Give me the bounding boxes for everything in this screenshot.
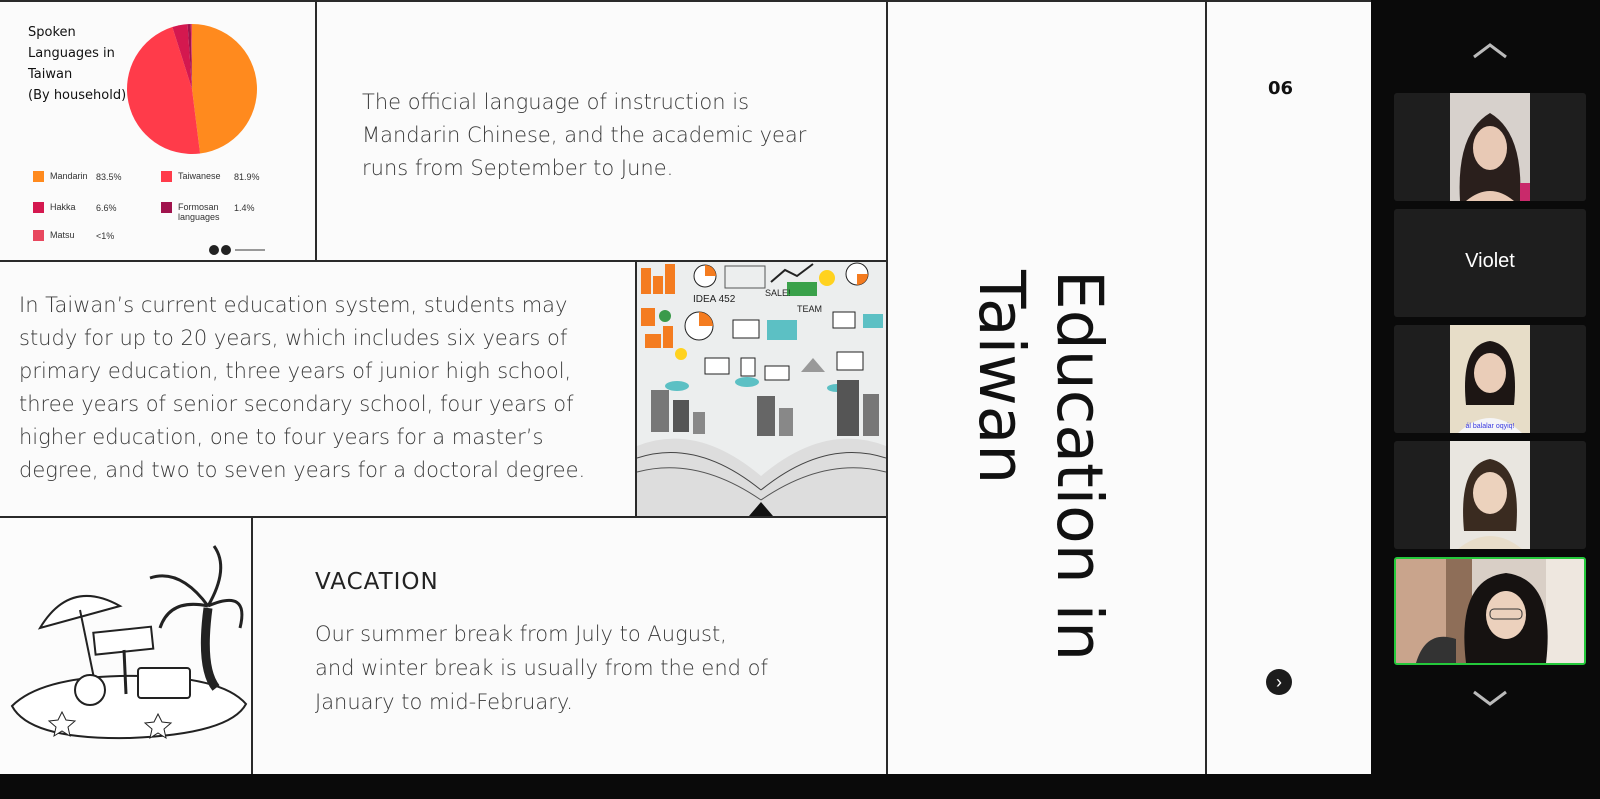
bottom-bar (0, 774, 1371, 799)
participant-video (1450, 441, 1530, 549)
chevron-right-icon: › (1276, 671, 1282, 692)
participant-tile[interactable] (1394, 93, 1586, 201)
legend-item-hakka: Hakka (33, 202, 76, 213)
divider (315, 0, 317, 260)
participant-tile[interactable] (1394, 325, 1586, 433)
participant-video (1450, 325, 1530, 433)
participants-panel (1371, 0, 1600, 799)
next-slide-button[interactable] (1266, 669, 1292, 695)
source-logo-icon (208, 244, 268, 256)
participant-video (1396, 559, 1584, 663)
slide-top-border (0, 0, 1371, 2)
participant-caption: ál balalar oqyiq! (1465, 423, 1515, 430)
divider (886, 0, 888, 774)
legend-value: 81.9% (234, 172, 260, 182)
beach-illustration-image (0, 518, 251, 774)
chevron-down-icon[interactable] (1470, 688, 1510, 708)
vacation-text: Our summer break from July to August, and winter break is usually from the end of January to mid-February. (315, 622, 768, 714)
chevron-up-icon[interactable] (1470, 41, 1510, 61)
language-pie-chart (126, 23, 258, 155)
page-number: 06 (1268, 78, 1294, 99)
legend-item-matsu: Matsu (33, 230, 75, 241)
legend-value: 6.6% (96, 203, 117, 213)
education-system-text: In Taiwan’s current education system, students may study for up to 20 years, which includes six years of primary education, three years of junior high school, three years of senior secondary school, four years of higher education, one to four years for a master’s degree, and two to seven years for a doctoral degree. (19, 293, 586, 482)
participant-video (1450, 93, 1530, 201)
svg-text:IDEA 452: IDEA 452 (693, 294, 736, 305)
participant-tile-active-speaker[interactable] (1394, 557, 1586, 665)
participant-name: Violet (1465, 250, 1515, 272)
svg-text:SALE!: SALE! (765, 288, 791, 298)
legend-value: <1% (96, 231, 115, 241)
participant-tile[interactable] (1394, 209, 1586, 317)
chart-title: Spoken Languages in Taiwan (By household) (28, 25, 127, 103)
legend-item-formosan: Formosan languages (161, 202, 231, 222)
divider (251, 516, 253, 774)
slide-title: Education in Taiwan (965, 270, 1116, 662)
legend-item-taiwanese: Taiwanese (161, 171, 221, 182)
svg-text:TEAM: TEAM (797, 304, 823, 314)
legend-item-mandarin: Mandarin (33, 171, 88, 182)
education-illustration-image (637, 262, 886, 516)
pie-slice-mandarin (192, 24, 257, 153)
legend-value: 83.5% (96, 172, 122, 182)
participant-tile[interactable] (1394, 441, 1586, 549)
instruction-language-text: The official language of instruction is Mandarin Chinese, and the academic year runs from September to June. (362, 90, 807, 180)
legend-value: 1.4% (234, 203, 255, 213)
vacation-heading: VACATION (315, 569, 439, 595)
divider (1205, 0, 1207, 774)
